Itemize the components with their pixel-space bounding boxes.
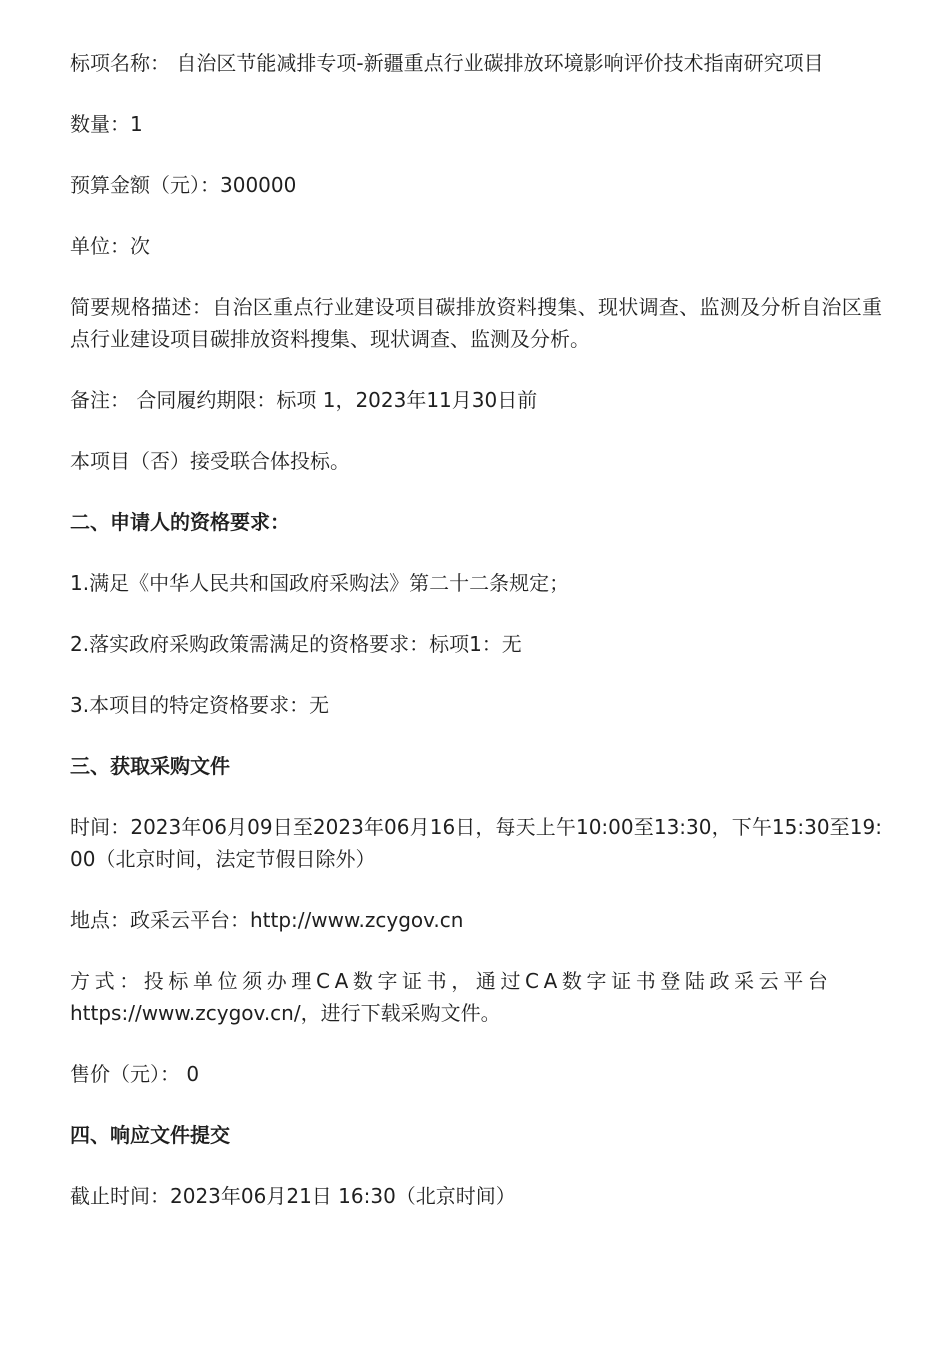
- procurement-method: [70, 965, 882, 1029]
- bid-unit: 单位：次: [70, 234, 150, 258]
- procurement-location: 地点：政采云平台：http://www.zcygov.cn: [70, 908, 464, 932]
- procurement-method-line1: 方式：投标单位须办理CA数字证书，通过CA数字证书登陆政采云平台: [70, 969, 833, 993]
- bid-name: 标项名称： 自治区节能减排专项-新疆重点行业碳排放环境影响评价技术指南研究项目: [70, 51, 824, 75]
- qualification-heading: 二、申请人的资格要求：: [70, 510, 290, 534]
- bid-quantity: 数量：1: [70, 112, 143, 136]
- bid-remark: 备注： 合同履约期限：标项 1，2023年11月30日前: [70, 388, 538, 412]
- submission-deadline: 截止时间：2023年06月21日 16:30（北京时间）: [70, 1184, 516, 1208]
- bid-spec: 简要规格描述：自治区重点行业建设项目碳排放资料搜集、现状调查、监测及分析自治区重点行业建设项目碳排放资料搜集、现状调查、监测及分析。: [70, 295, 882, 351]
- bid-consortium: 本项目（否）接受联合体投标。: [70, 449, 350, 473]
- submission-heading: 四、响应文件提交: [70, 1123, 230, 1147]
- qualification-item: 3.本项目的特定资格要求：无: [70, 693, 330, 717]
- procurement-time: 时间：2023年06月09日至2023年06月16日，每天上午10:00至13:30，下午15:30至19:00（北京时间，法定节假日除外）: [70, 815, 882, 871]
- procurement-method-line2: https://www.zcygov.cn/，进行下载采购文件。: [70, 1001, 501, 1025]
- procurement-heading: 三、获取采购文件: [70, 754, 230, 778]
- qualification-item: 1.满足《中华人民共和国政府采购法》第二十二条规定；: [70, 571, 570, 595]
- procurement-price: 售价（元）： 0: [70, 1062, 200, 1086]
- qualification-item: 2.落实政府采购政策需满足的资格要求：标项1：无: [70, 632, 522, 656]
- document-body: [70, 47, 882, 1241]
- bid-budget: 预算金额（元）：300000: [70, 173, 297, 197]
